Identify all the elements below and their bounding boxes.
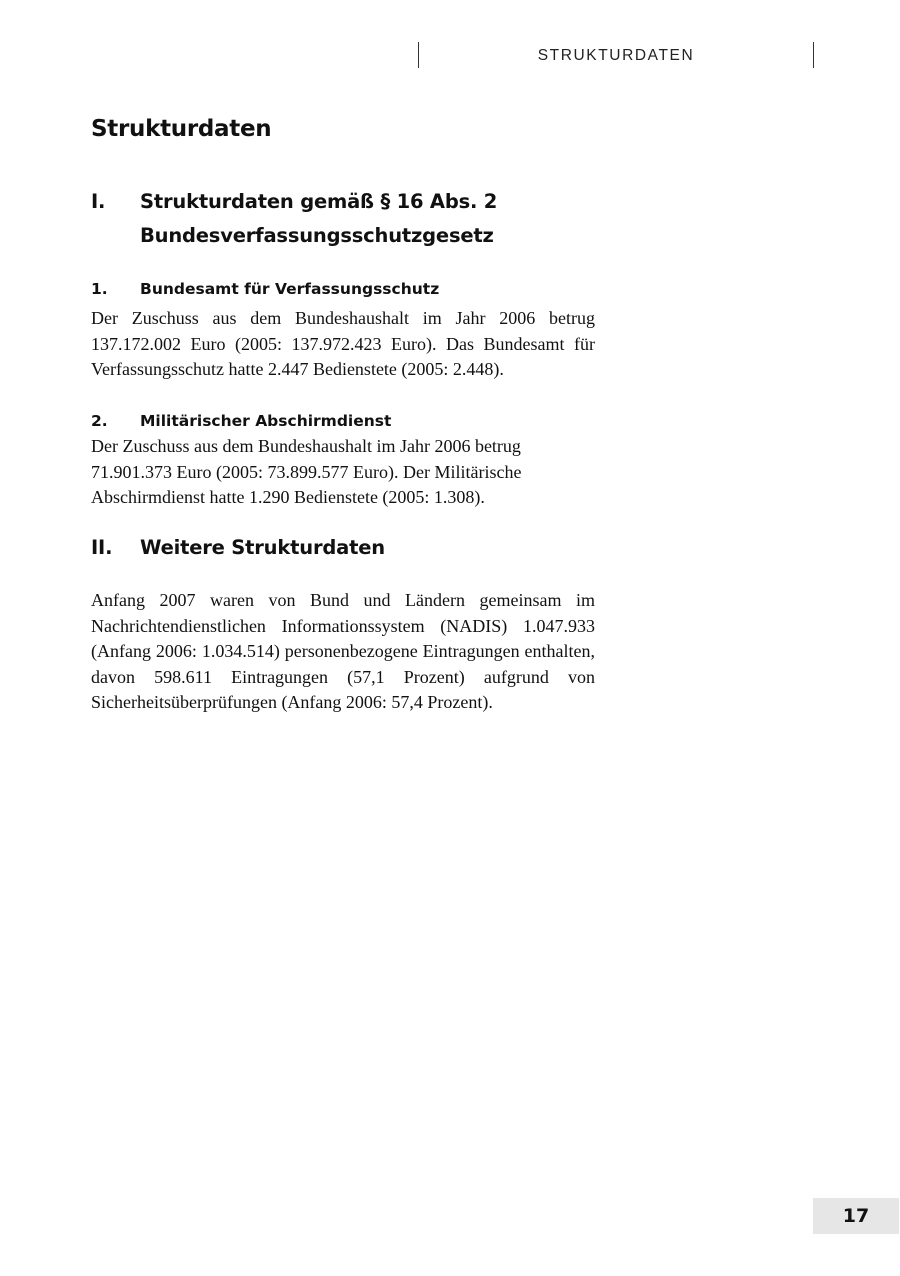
subsection-number: 2. bbox=[91, 412, 108, 430]
subsection-title: Militärischer Abschirmdienst bbox=[140, 412, 392, 430]
paragraph-nadis: Anfang 2007 waren von Bund und Ländern gemeinsam im Nachrichtendienstlichen Informationssystem (NADIS) 1.047.933 (Anfang 2006: 1.034.514) personenbezogene Eintragungen enthalten, davon 598.611 Eintragungen (57,1 Prozent) aufgrund von Sicherheitsüberprüfungen (Anfang 2006: 57,4 Prozent). bbox=[91, 590, 595, 712]
subsection-heading-2 bbox=[91, 411, 391, 431]
header-rule-right bbox=[813, 42, 814, 68]
page-number: 17 bbox=[842, 1205, 870, 1227]
subsection-title: Bundesamt für Verfassungsschutz bbox=[140, 280, 440, 298]
section-title: Strukturdaten gemäß § 16 Abs. 2 Bundesverfassungsschutzgesetz bbox=[140, 190, 498, 247]
section-heading-2 bbox=[91, 531, 560, 565]
page-title: Strukturdaten bbox=[91, 116, 272, 142]
paragraph-bfv: Der Zuschuss aus dem Bundeshaushalt im Jahr 2006 betrug 137.172.002 Euro (2005: 137.972.423 Euro). Das Bundesamt für Verfassungsschutz hatte 2.447 Bedienstete (2005: 2.448). bbox=[91, 308, 595, 379]
running-head: STRUKTURDATEN bbox=[537, 47, 695, 64]
section-heading-1 bbox=[91, 185, 560, 253]
subsection-heading-1 bbox=[91, 279, 439, 299]
subsection-number: 1. bbox=[91, 280, 108, 298]
section-number: II. bbox=[91, 536, 113, 559]
section-number: I. bbox=[91, 190, 106, 213]
paragraph-mad: Der Zuschuss aus dem Bundeshaushalt im Jahr 2006 betrug 71.901.373 Euro (2005: 73.899.577 Euro). Der Militärische Abschirmdienst hatte 1.290 Bedienstete (2005: 1.308). bbox=[91, 436, 522, 507]
section-title: Weitere Strukturdaten bbox=[140, 536, 385, 559]
